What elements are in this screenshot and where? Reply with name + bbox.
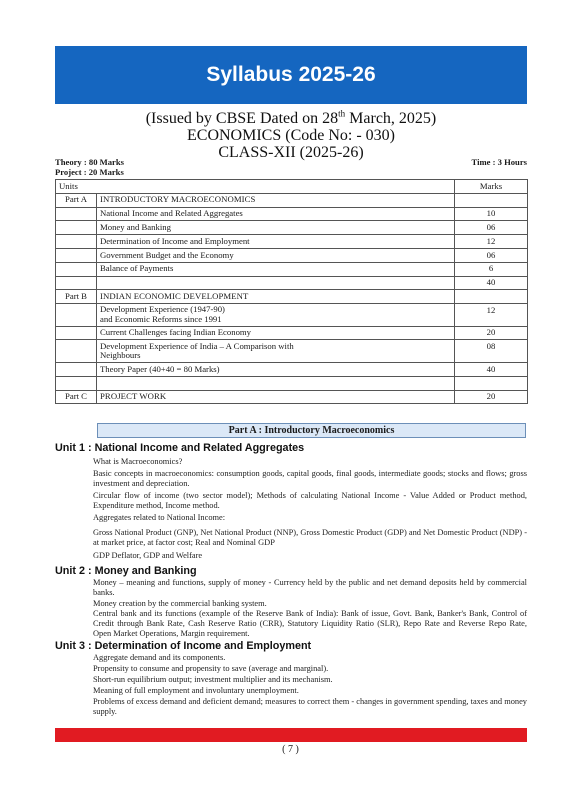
table-row <box>56 221 528 235</box>
unit-1-text: Basic concepts in macroeconomics: consumption goods, capital goods, final goods, intermediate goods; stocks and flows; gross investment and depreciation. <box>93 469 527 489</box>
page-number: ( 7 ) <box>282 744 299 755</box>
unit-3-heading: Unit 3 : Determination of Income and Employment <box>55 640 312 652</box>
table-row <box>56 235 528 249</box>
part-a-heading: Part A : Introductory Macroeconomics <box>97 423 526 438</box>
unit-3-text: Problems of excess demand and deficient demand; measures to correct them - changes in government spending, taxes and money supply. <box>93 697 527 717</box>
unit-name: Development Experience (1947-90) and Economic Reforms since 1991 <box>97 304 455 327</box>
time-allowed: Time : 3 Hours <box>471 157 527 167</box>
part-c-marks: 20 <box>455 390 528 404</box>
part-a-row <box>56 193 528 207</box>
part-b-label: Part B <box>56 290 97 304</box>
part-a-total-row <box>56 276 528 290</box>
unit-1-text: GDP Deflator, GDP and Welfare <box>93 551 203 560</box>
unit-3-text: Short-run equilibrium output; investment multiplier and its mechanism. <box>93 675 333 684</box>
table-row <box>56 340 528 363</box>
syllabus-table <box>55 179 528 404</box>
unit-3-text: Meaning of full employment and involuntary unemployment. <box>93 686 299 695</box>
unit-marks: 6 <box>455 262 528 276</box>
theory-marks: Theory : 80 Marks <box>55 157 124 167</box>
project-marks: Project : 20 Marks <box>55 167 124 177</box>
part-a-label: Part A <box>56 193 97 207</box>
table-row <box>56 326 528 340</box>
part-a-total: 40 <box>455 276 528 290</box>
unit-marks: 08 <box>455 340 528 363</box>
part-c-title: PROJECT WORK <box>97 390 455 404</box>
unit-name: Balance of Payments <box>97 262 455 276</box>
table-row <box>56 248 528 262</box>
unit-name: Money and Banking <box>97 221 455 235</box>
unit-marks: 10 <box>455 207 528 221</box>
part-c-row <box>56 390 528 404</box>
unit-marks: 06 <box>455 248 528 262</box>
unit-1-text: Circular flow of income (two sector model); Methods of calculating National Income - Value Added or Product method, Expenditure method, Income method. <box>93 491 527 511</box>
unit-1-text: Aggregates related to National Income: <box>93 513 226 522</box>
part-a-title: INTRODUCTORY MACROECONOMICS <box>97 193 455 207</box>
part-c-label: Part C <box>56 390 97 404</box>
unit-name: National Income and Related Aggregates <box>97 207 455 221</box>
unit-1-heading: Unit 1 : National Income and Related Aggregates <box>55 442 305 454</box>
theory-paper-marks: 40 <box>455 362 528 376</box>
unit-2-heading: Unit 2 : Money and Banking <box>55 565 197 577</box>
unit-marks: 12 <box>455 235 528 249</box>
table-row <box>56 304 528 327</box>
unit-1-text: Gross National Product (GNP), Net National Product (NNP), Gross Domestic Product (GDP) and Net Domestic Product (NDP) - at market price, at factor cost; Real and Nominal GDP <box>93 528 527 548</box>
part-b-title: INDIAN ECONOMIC DEVELOPMENT <box>97 290 455 304</box>
footer-bar <box>55 728 527 742</box>
class-title: CLASS-XII (2025-26) <box>218 144 364 161</box>
unit-3-text: Aggregate demand and its components. <box>93 653 226 662</box>
unit-1-text: What is Macroeconomics? <box>93 457 183 466</box>
part-b-row <box>56 290 528 304</box>
unit-2-text: Money creation by the commercial banking system. <box>93 599 267 608</box>
unit-marks: 06 <box>455 221 528 235</box>
table-row <box>56 262 528 276</box>
issued-note: (Issued by CBSE Dated on 28th March, 2025) <box>145 108 437 127</box>
unit-2-text: Central bank and its functions (example of the Reserve Bank of India): Bank of issue, Govt. Bank, Banker's Bank, Control of Credit through Bank Rate, Cash Reserve Ratio (CRR), Statutory Liquidity Ratio (SLR), Repo Rate and Reverse Repo Rate, Open Market Operations, Margin requirement. <box>93 609 527 639</box>
theory-paper-label: Theory Paper (40+40 = 80 Marks) <box>97 362 455 376</box>
spacer-row <box>56 376 528 390</box>
unit-3-text: Propensity to consume and propensity to save (average and marginal). <box>93 664 329 673</box>
unit-name: Government Budget and the Economy <box>97 248 455 262</box>
theory-paper-row <box>56 362 528 376</box>
table-row <box>56 207 528 221</box>
banner-title: Syllabus 2025-26 <box>206 63 376 86</box>
unit-name: Current Challenges facing Indian Economy <box>97 326 455 340</box>
subject-title: ECONOMICS (Code No: - 030) <box>187 127 395 144</box>
title-banner <box>55 46 527 104</box>
unit-2-text: Money – meaning and functions, supply of money - Currency held by the public and net demand deposits held by commercial banks. <box>93 578 527 598</box>
header-marks: Marks <box>455 180 528 194</box>
unit-name: Determination of Income and Employment <box>97 235 455 249</box>
header-units: Units <box>56 180 455 194</box>
unit-marks: 20 <box>455 326 528 340</box>
unit-marks: 12 <box>455 304 528 327</box>
table-header-row <box>56 180 528 194</box>
unit-name: Development Experience of India – A Comparison with Neighbours <box>97 340 455 363</box>
